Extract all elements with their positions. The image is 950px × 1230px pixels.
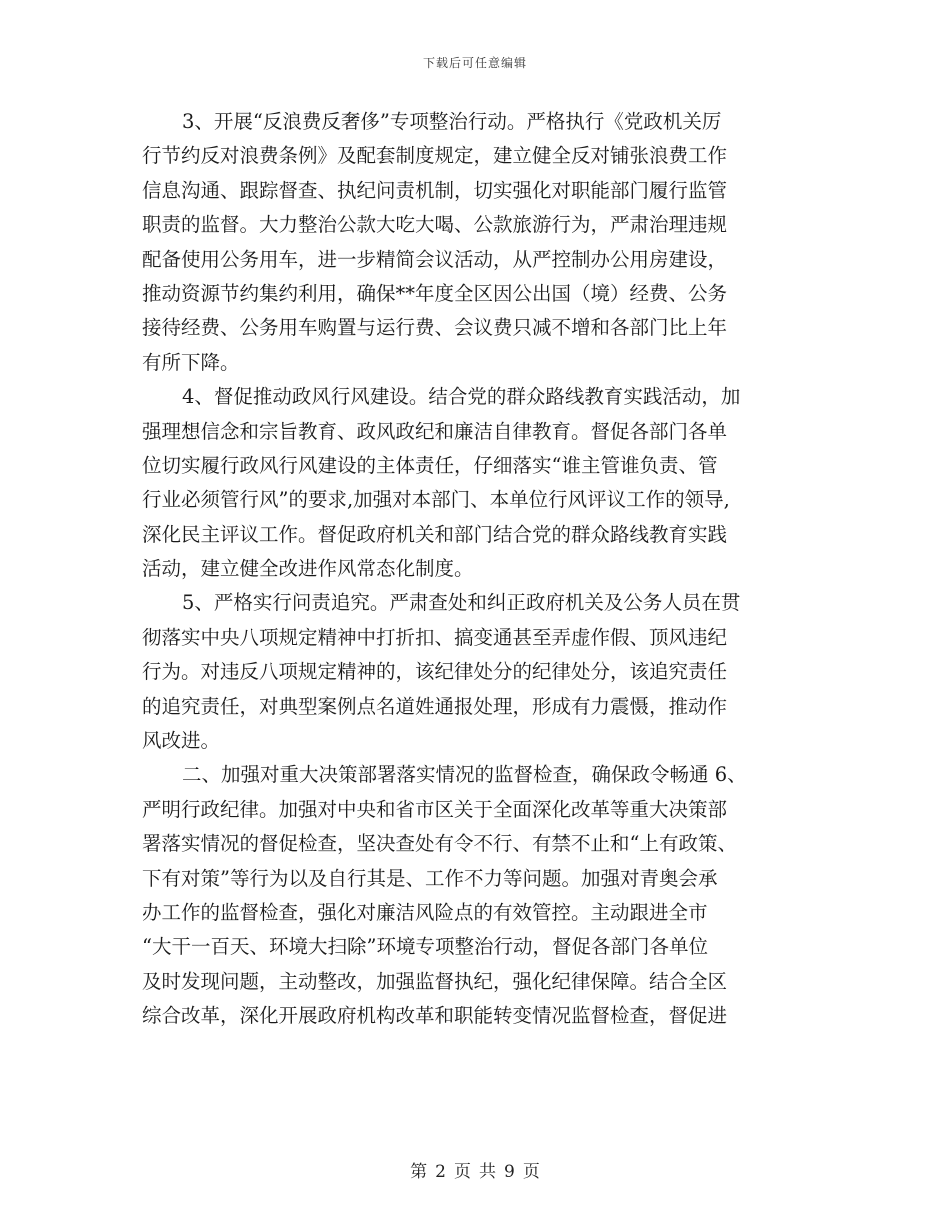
text-line: 彻落实中央八项规定精神中打折扣、搞变通甚至弄虚作假、顶风违纪 xyxy=(142,625,728,649)
text-line: 配备使用公务用车，进一步精简会议活动，从严控制办公用房建设， xyxy=(142,247,728,271)
footer-label-ye: 页 xyxy=(454,1162,471,1182)
text-line: 综合改革，深化开展政府机构改革和职能转变情况监督检查，督促进 xyxy=(142,1004,728,1028)
text-line: 接待经费、公务用车购置与运行费、会议费只减不增和各部门比上年 xyxy=(142,316,728,340)
text-line: 及时发现问题，主动整改，加强监督执纪，强化纪律保障。结合全区 xyxy=(142,969,728,993)
text-line: 的追究责任，对典型案例点名道姓通报处理，形成有力震慑，推动作 xyxy=(142,694,728,718)
text-line: 强理想信念和宗旨教育、政风政纪和廉洁自律教育。督促各部门各单 xyxy=(142,419,728,443)
text-line: 推动资源节约集约利用，确保**年度全区因公出国（境）经费、公务 xyxy=(142,281,728,305)
text-line: 3、开展“反浪费反奢侈”专项整治行动。严格执行《党政机关厉 xyxy=(182,110,722,133)
text-line: 行为。对违反八项规定精神的，该纪律处分的纪律处分，该追究责任 xyxy=(142,660,728,684)
text-line: 有所下降。 xyxy=(142,350,240,374)
text-line: 行节约反对浪费条例》及配套制度规定，建立健全反对铺张浪费工作 xyxy=(142,144,728,168)
text-line: 职责的监督。大力整治公款大吃大喝、公款旅游行为，严肃治理违规 xyxy=(142,213,728,237)
text-line: 4、督促推动政风行风建设。结合党的群众路线教育实践活动，加 xyxy=(182,385,741,409)
text-line: 二、加强对重大决策部署落实情况的监督检查，确保政令畅通 6、 xyxy=(182,763,747,787)
footer-page-number: 2 xyxy=(435,1162,446,1182)
text-line: 下有对策”等行为以及自行其是、工作不力等问题。加强对青奥会承 xyxy=(142,866,718,890)
text-line: 活动，建立健全改进作风常态化制度。 xyxy=(142,557,474,581)
text-line: 位切实履行政风行风建设的主体责任，仔细落实“谁主管谁负责、管 xyxy=(142,453,718,477)
text-line: 深化民主评议工作。督促政府机关和部门结合党的群众路线教育实践 xyxy=(142,522,728,546)
footer-label-total: 共 xyxy=(479,1162,496,1182)
text-line: 风改进。 xyxy=(142,729,221,753)
text-line: 5、严格实行问责追究。严肃查处和纠正政府机关及公务人员在贯 xyxy=(182,591,741,615)
document-body xyxy=(142,105,812,1034)
footer-label-ye: 页 xyxy=(522,1162,540,1182)
page-footer xyxy=(0,1157,950,1182)
text-line: “大干一百天、环境大扫除”环境专项整治行动，督促各部门各单位 xyxy=(142,935,708,959)
text-line: 信息沟通、跟踪督查、执纪问责机制，切实强化对职能部门履行监管 xyxy=(142,178,728,202)
footer-label-page: 第 xyxy=(410,1162,428,1182)
text-line: 办工作的监督检查，强化对廉洁风险点的有效管控。主动跟进全市 xyxy=(142,900,708,924)
text-line: 严明行政纪律。加强对中央和省市区关于全面深化改革等重大决策部 xyxy=(142,797,728,821)
text-line: 署落实情况的督促检查，坚决查处有令不行、有禁不止和“上有政策、 xyxy=(142,832,737,856)
footer-total-pages: 9 xyxy=(504,1162,515,1182)
page-header-note: 下载后可任意编辑 xyxy=(422,56,527,70)
text-line: 行业必须管行风”的要求,加强对本部门、本单位行风评议工作的领导, xyxy=(142,488,730,512)
